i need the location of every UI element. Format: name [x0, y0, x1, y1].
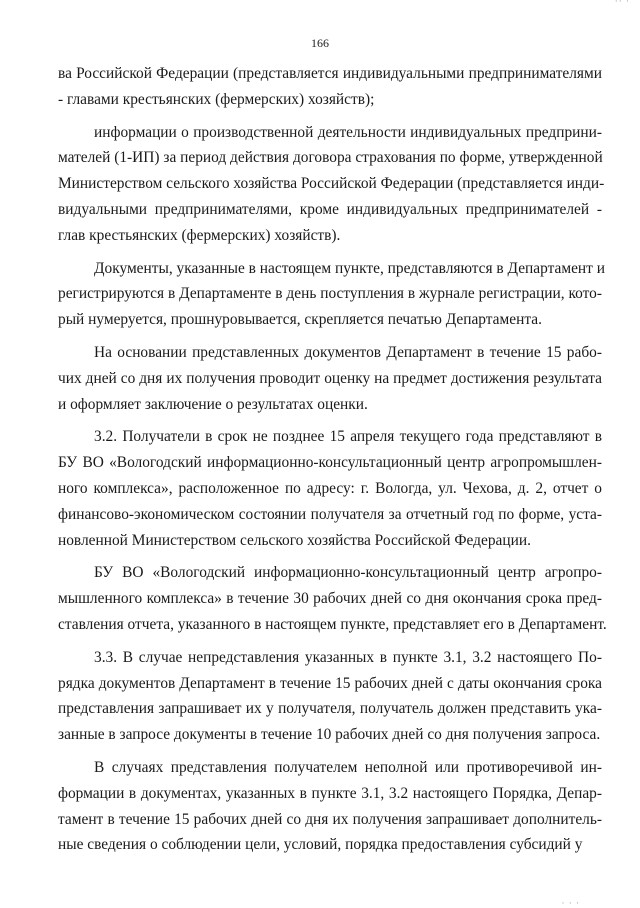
- text-line: и оформляет заключение о результатах оценки.: [58, 395, 368, 413]
- paragraph-gap: [58, 417, 602, 424]
- paragraph: [58, 424, 602, 553]
- text-line: Министерством сельского хозяйства Российской Федерации (представляется инди-: [58, 175, 605, 193]
- text-line: мателей (1-ИП) за период действия договора страхования по форме, утвержденной: [58, 149, 603, 167]
- paragraph: [58, 61, 602, 113]
- paragraph-gap: [58, 113, 602, 120]
- text-line: финансово-экономическом состоянии получателя за отчетный год по форме, уста-: [58, 505, 602, 523]
- text-line: чих дней со дня их получения проводит оценку на предмет достижения результата: [58, 369, 602, 387]
- text-line: БУ ВО «Вологодский информационно-консультационный центр агропро-: [94, 564, 602, 582]
- paragraph-gap: [58, 638, 602, 645]
- document-body: [58, 61, 607, 858]
- text-line: ного комплекса», расположенное по адресу: г. Вологда, ул. Чехова, д. 2, отчет о: [58, 479, 602, 497]
- text-line: занные в запросе документы в течение 10 рабочих дней со дня получения запроса.: [58, 726, 601, 744]
- text-line: новленной Министерством сельского хозяйства Российской Федерации.: [58, 531, 531, 549]
- paragraph-gap: [58, 249, 602, 256]
- text-line: БУ ВО «Вологодский информационно-консультационный центр агропромышлен-: [58, 454, 602, 472]
- text-line: информации о производственной деятельности индивидуальных предприни-: [94, 123, 602, 141]
- text-line: На основании представленных документов Департамент в течение 15 рабо-: [94, 343, 602, 361]
- text-line: ные сведения о соблюдении цели, условий, порядка предоставления субсидий у: [58, 836, 583, 854]
- text-line: тамент в течение 15 рабочих дней со дня их получения запрашивает дополнитель-: [58, 810, 602, 828]
- text-line: ставления отчета, указанного в настоящем пункте, представляет его в Департамент.: [58, 615, 607, 633]
- paragraph-gap: [58, 553, 602, 560]
- paragraph: [58, 256, 605, 333]
- scan-corner-mark-bottom: · · ·: [561, 898, 580, 908]
- paragraph: [58, 340, 602, 417]
- scan-corner-mark: ·· ·: [614, 0, 630, 6]
- text-line: - главами крестьянских (фермерских) хозяйств);: [58, 90, 375, 108]
- text-line: 3.3. В случае непредставления указанных в пункте 3.1, 3.2 настоящего По-: [94, 648, 602, 666]
- text-line: видуальными предпринимателями, кроме индивидуальных предпринимателей -: [58, 200, 602, 218]
- text-line: представления запрашивает их у получателя, получатель должен представить ука-: [58, 700, 602, 718]
- text-line: 3.2. Получатели в срок не позднее 15 апреля текущего года представляют в: [94, 428, 602, 446]
- paragraph-gap: [58, 333, 602, 340]
- paragraph: [58, 560, 607, 637]
- text-line: мышленного комплекса» в течение 30 рабочих дней со дня окончания срока пред-: [58, 590, 602, 608]
- text-line: глав крестьянских (фермерских) хозяйств).: [58, 226, 341, 244]
- text-line: формации в документах, указанных в пункте 3.1, 3.2 настоящего Порядка, Депар-: [58, 784, 602, 802]
- text-line: регистрируются в Департаменте в день поступления в журнале регистрации, кото-: [58, 285, 602, 303]
- text-line: рядка документов Департамент в течение 15 рабочих дней с даты окончания срока: [58, 674, 602, 692]
- paragraph-gap: [58, 748, 602, 755]
- paragraph: [58, 120, 605, 249]
- paragraph: [58, 755, 602, 858]
- text-line: Документы, указанные в настоящем пункте, представляются в Департамент и: [94, 259, 605, 277]
- text-line: ва Российской Федерации (представляется индивидуальными предпринимателями: [58, 65, 602, 82]
- text-line: рый нумеруется, прошнуровывается, скрепляется печатью Департамента.: [58, 311, 542, 329]
- page-number: 166: [311, 36, 329, 50]
- paragraph: [58, 645, 602, 748]
- text-line: В случаях представления получателем неполной или противоречивой ин-: [94, 758, 602, 776]
